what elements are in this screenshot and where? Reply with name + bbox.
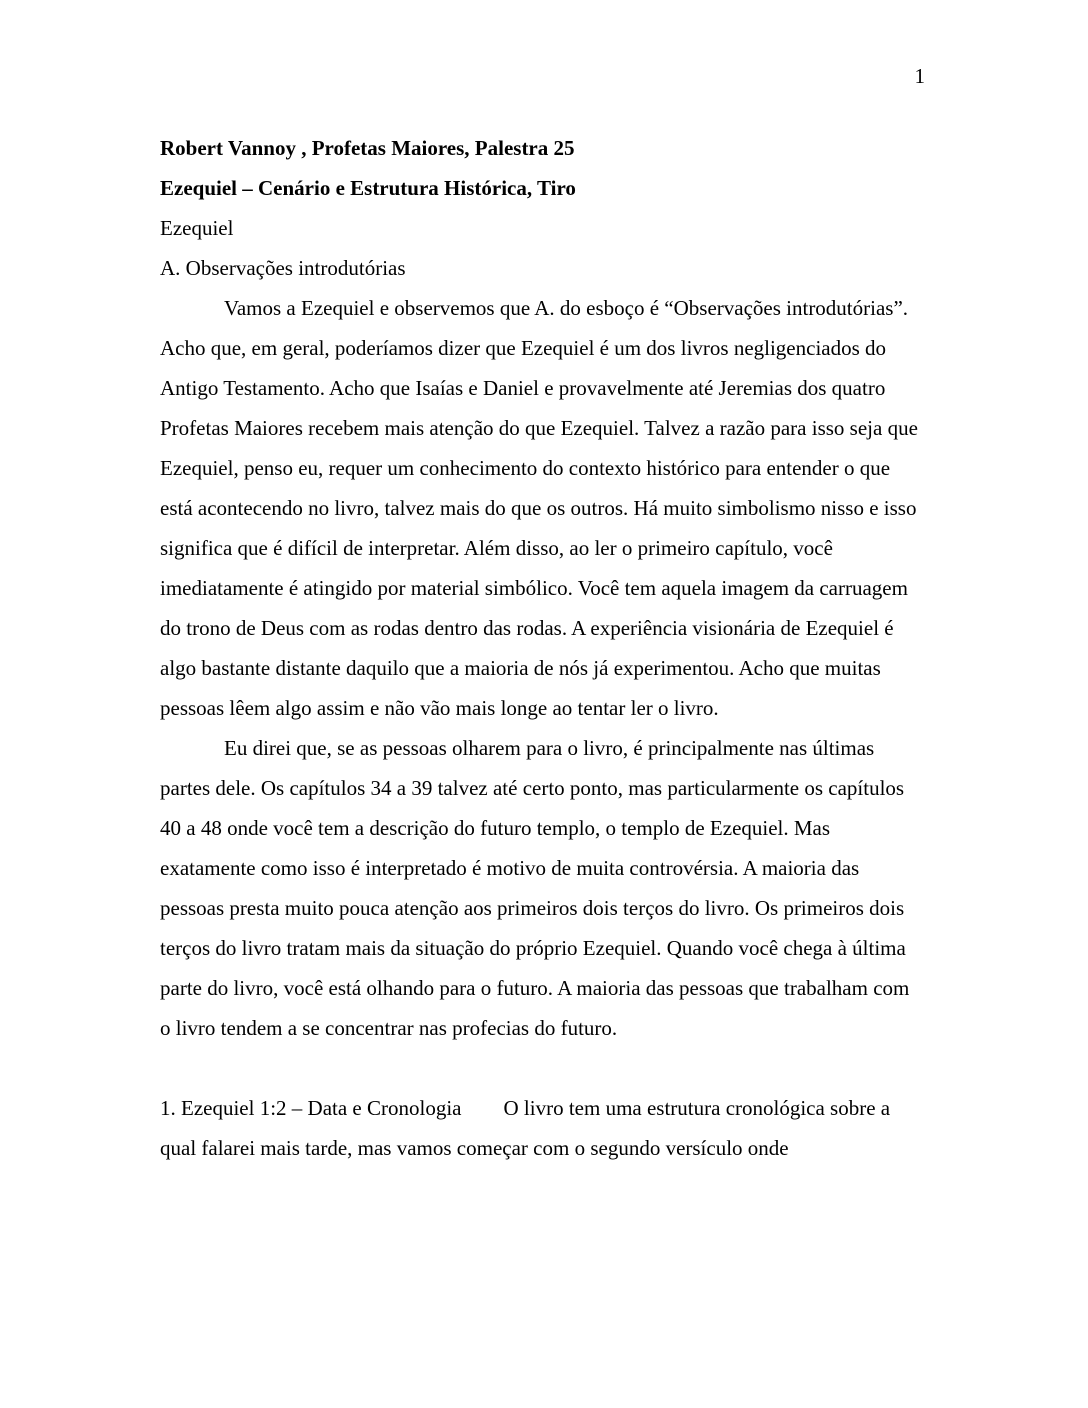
document-title-line-1: Robert Vannoy , Profetas Maiores, Palestra 25 — [160, 136, 575, 160]
paragraph-later-chapters: Eu direi que, se as pessoas olharem para o livro, é principalmente nas últimas partes dele. Os capítulos 34 a 39 talvez até certo ponto, mas particularmente os capítulos 40 a 48 onde você tem a descrição do futuro templo, o templo de Ezequiel. Mas exatamente como isso é interpretado é motivo de muita controvérsia. A maioria das pessoas presta muito pouca atenção aos primeiros dois terços do livro. Os primeiros dois terços do livro tratam mais da situação do próprio Ezequiel. Quando você chega à última parte do livro, você está olhando para o futuro. A maioria das pessoas que trabalham com o livro tendem a se concentrar nas profecias do futuro. — [160, 736, 915, 1040]
paragraph-date-chronology: 1. Ezequiel 1:2 – Data e Cronologia O livro tem uma estrutura cronológica sobre a qual falarei mais tarde, mas vamos começar com o segundo versículo onde — [160, 1096, 896, 1160]
page-number: 1 — [914, 64, 925, 88]
document-title-line-2: Ezequiel – Cenário e Estrutura Histórica, Tiro — [160, 176, 576, 200]
paragraph-neglected-book: Acho que, em geral, poderíamos dizer que Ezequiel é um dos livros negligenciados do Antigo Testamento. Acho que Isaías e Daniel e provavelmente até Jeremias dos quatro Profetas Maiores recebem mais atenção do que Ezequiel. Talvez a razão para isso seja que Ezequiel, penso eu, requer um conhecimento do contexto histórico para entender o que está acontecendo no livro, talvez mais do que os outros. Há muito simbolismo nisso e isso significa que é difícil de interpretar. Além disso, ao ler o primeiro capítulo, você imediatamente é atingido por material simbólico. Você tem aquela imagem da carruagem do trono de Deus com as rodas dentro das rodas. A experiência visionária de Ezequiel é algo bastante distante daquilo que a maioria de nós já experimentou. Acho que muitas pessoas lêem algo assim e não vão mais longe ao tentar ler o livro. — [160, 336, 924, 720]
paragraph-intro: Vamos a Ezequiel e observemos que A. do esboço é “Observações introdutórias”. — [224, 296, 909, 320]
section-heading: A. Observações introdutórias — [160, 256, 406, 280]
document-subtitle: Ezequiel — [160, 216, 234, 240]
blank-line-spacer — [160, 1048, 925, 1088]
